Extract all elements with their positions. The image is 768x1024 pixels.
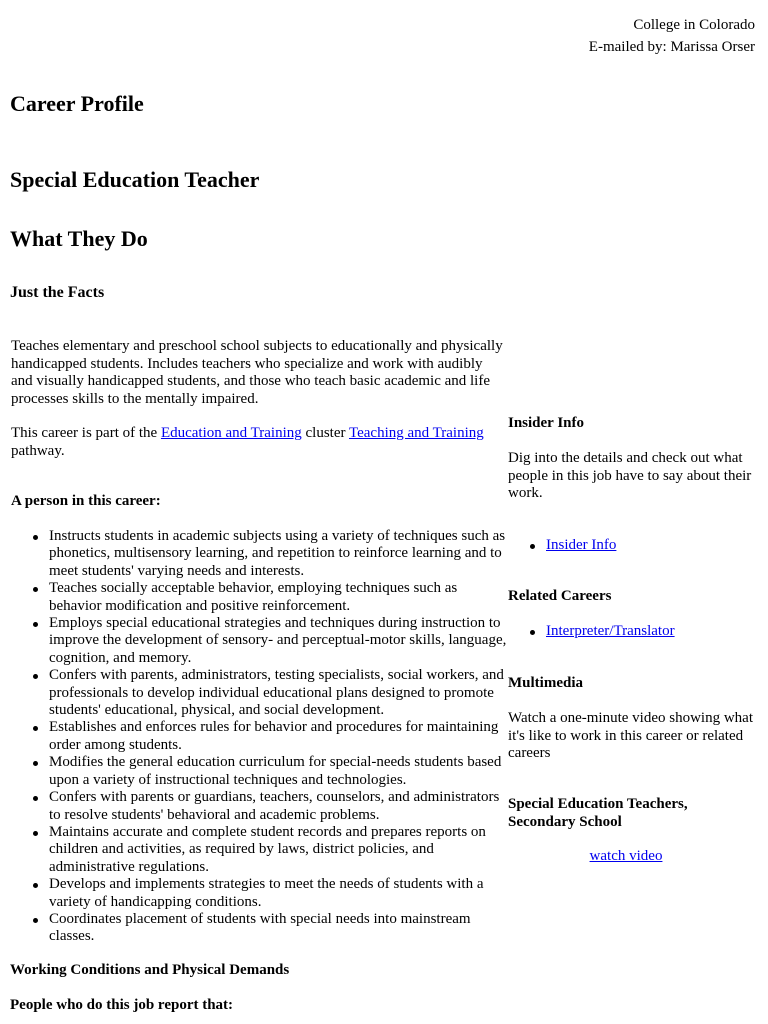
list-item bbox=[546, 537, 753, 555]
insider-info-list bbox=[508, 537, 753, 555]
pathway-suffix: pathway. bbox=[11, 442, 65, 459]
career-title: Special Education Teacher bbox=[10, 167, 260, 192]
people-report-heading: People who do this job report that: bbox=[10, 997, 234, 1013]
description-text: Teaches elementary and preschool school subjects to educationally and physically handicapped students. Includes teachers who specialize and work with audibly and visually handicapped students, and those who teach basic academic and life processes skills to the mentally impaired. bbox=[11, 338, 503, 407]
related-career-link[interactable]: Interpreter/Translator bbox=[546, 623, 675, 639]
pathway-link[interactable]: Teaching and Training bbox=[348, 425, 484, 441]
insider-info-link[interactable]: Insider Info bbox=[546, 537, 617, 553]
multimedia-text: Watch a one-minute video showing what it's like to work in this career or related careers bbox=[508, 710, 753, 761]
pathway-text bbox=[11, 425, 506, 460]
career-description bbox=[11, 338, 506, 408]
person-heading: A person in this career: bbox=[11, 493, 161, 509]
list-item: Confers with parents, administrators, testing specialists, social workers, and professionals to develop individual educational plans designed to promote students' educational, physical, and social development. bbox=[49, 667, 511, 719]
page-title: Career Profile bbox=[10, 91, 144, 116]
watch-video-link[interactable]: watch video bbox=[589, 848, 663, 864]
list-item: Teaches socially acceptable behavior, employing techniques such as behavior modification and positive reinforcement. bbox=[49, 580, 511, 615]
related-careers-list bbox=[508, 623, 753, 641]
video-title: Special Education Teachers, Secondary School bbox=[508, 796, 688, 830]
school-name: College in Colorado bbox=[633, 17, 755, 33]
emailed-by: E-mailed by: Marissa Orser bbox=[588, 39, 755, 55]
header-info bbox=[589, 14, 755, 58]
cluster-word: cluster bbox=[301, 425, 349, 441]
section-title: What They Do bbox=[10, 226, 148, 251]
list-item: Modifies the general education curriculum for special-needs students based upon a variety of instructional techniques and technologies. bbox=[49, 754, 511, 789]
duties-list bbox=[11, 528, 511, 946]
working-conditions-heading: Working Conditions and Physical Demands bbox=[10, 962, 290, 978]
list-item: Maintains accurate and complete student records and prepares reports on children and activities, as required by laws, district policies, and administrative regulations. bbox=[49, 824, 511, 876]
cluster-link[interactable]: Education and Training bbox=[160, 425, 302, 441]
career-pathway bbox=[11, 425, 506, 460]
list-item: Develops and implements strategies to meet the needs of students with a variety of handicapping conditions. bbox=[49, 876, 511, 911]
list-item: Confers with parents or guardians, teachers, counselors, and administrators to resolve students' behavioral and academic problems. bbox=[49, 789, 511, 824]
pathway-prefix: This career is part of the bbox=[11, 425, 161, 441]
multimedia-heading: Multimedia bbox=[508, 675, 583, 691]
list-item: Employs special educational strategies and techniques during instruction to improve the development of sensory- and perceptual-motor skills, language, cognition, and memory. bbox=[49, 615, 511, 667]
list-item bbox=[546, 623, 753, 641]
insider-info-text: Dig into the details and check out what people in this job have to say about their work. bbox=[508, 450, 752, 501]
list-item: Establishes and enforces rules for behavior and procedures for maintaining order among students. bbox=[49, 719, 511, 754]
insider-info-heading: Insider Info bbox=[508, 415, 584, 431]
video-link-wrapper bbox=[508, 848, 744, 865]
related-careers-heading: Related Careers bbox=[508, 588, 612, 604]
list-item: Coordinates placement of students with special needs into mainstream classes. bbox=[49, 911, 511, 946]
just-the-facts-heading: Just the Facts bbox=[10, 284, 105, 301]
list-item: Instructs students in academic subjects using a variety of techniques such as phonetics, multisensory learning, and repetition to reinforce learning and to meet students' varying needs and interests. bbox=[49, 528, 511, 580]
